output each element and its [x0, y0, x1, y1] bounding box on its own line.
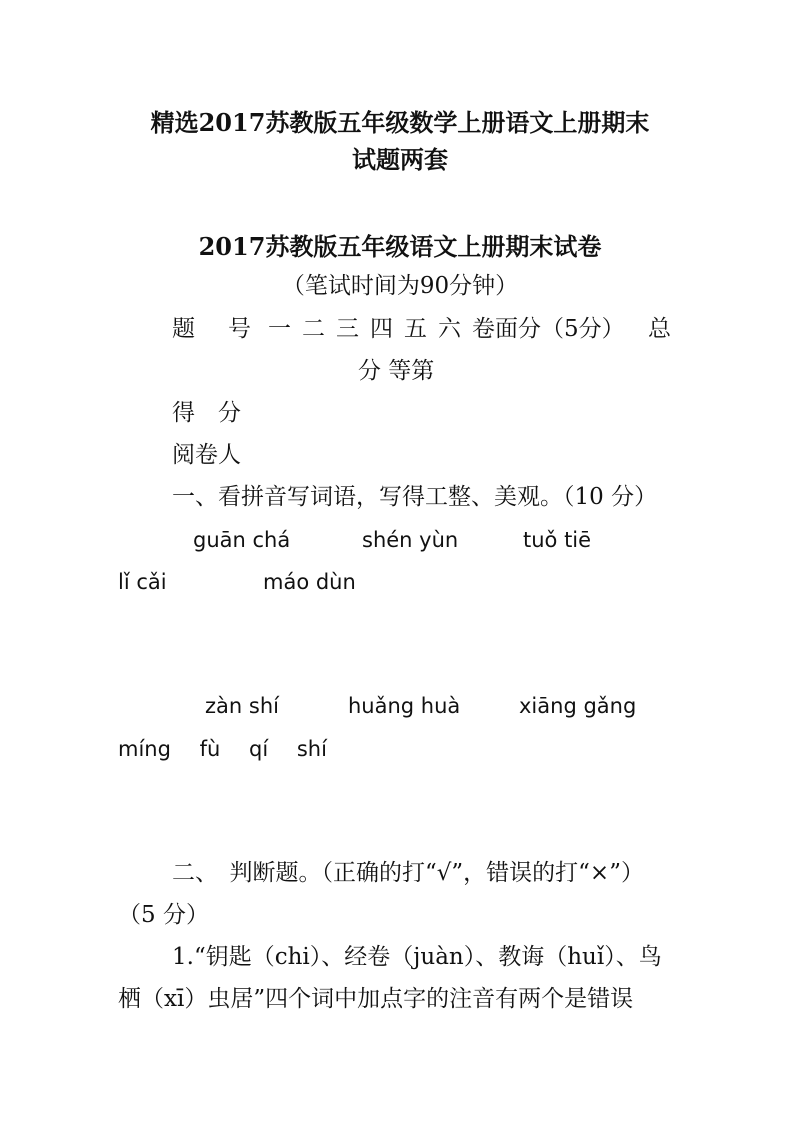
score-header-cell: 五	[404, 316, 427, 342]
question1-line2: 栖（xī）虫居”四个词中加点字的注音有两个是错误	[118, 986, 634, 1012]
pinyin-item: zàn shí	[205, 694, 279, 718]
score-header-cell: 卷面分（5分）	[472, 316, 625, 342]
score-header-cell: 号	[228, 316, 251, 342]
pinyin-item: máo dùn	[263, 570, 356, 594]
question1-line1: 1.“钥匙（chi）、经卷（juàn）、教诲（huǐ）、鸟	[172, 944, 662, 970]
document-title-line2: 试题两套	[352, 145, 448, 174]
score-header-cell: 二	[302, 316, 325, 342]
document-title-line1: 精选2017苏教版五年级数学上册语文上册期末	[150, 108, 650, 137]
score-header-cell: 一	[268, 316, 291, 342]
section1-heading: 一、看拼音写词语，写得工整、美观。（10 分）	[172, 484, 658, 510]
section2-points: （5 分）	[118, 902, 209, 928]
pinyin-item: lǐ cǎi	[118, 570, 167, 594]
score-table-header	[172, 314, 671, 344]
pinyin-item: huǎng huà	[348, 694, 461, 718]
grader-row-label: 阅卷人	[172, 442, 241, 468]
score-header-cont: 分 等第	[358, 358, 435, 384]
score-row-label: 得 分	[172, 400, 241, 426]
pinyin-item: xiāng gǎng	[519, 694, 637, 718]
score-header-cell: 六	[438, 316, 461, 342]
score-header-cell: 总	[648, 316, 671, 342]
pinyin-item: guān chá	[193, 528, 291, 552]
pinyin-item: míng fù qí shí	[118, 737, 327, 761]
score-header-cell: 四	[370, 316, 393, 342]
pinyin-item: shén yùn	[362, 528, 459, 552]
section2-heading: 二、 判断题。（正确的打“√”，错误的打“×”）	[172, 860, 644, 886]
exam-subtitle: 2017苏教版五年级语文上册期末试卷	[198, 232, 602, 261]
score-header-cell: 题	[172, 316, 195, 342]
score-header-cell: 三	[336, 316, 359, 342]
exam-time: （笔试时间为90分钟）	[281, 273, 519, 299]
pinyin-item: tuǒ tiē	[523, 528, 592, 552]
